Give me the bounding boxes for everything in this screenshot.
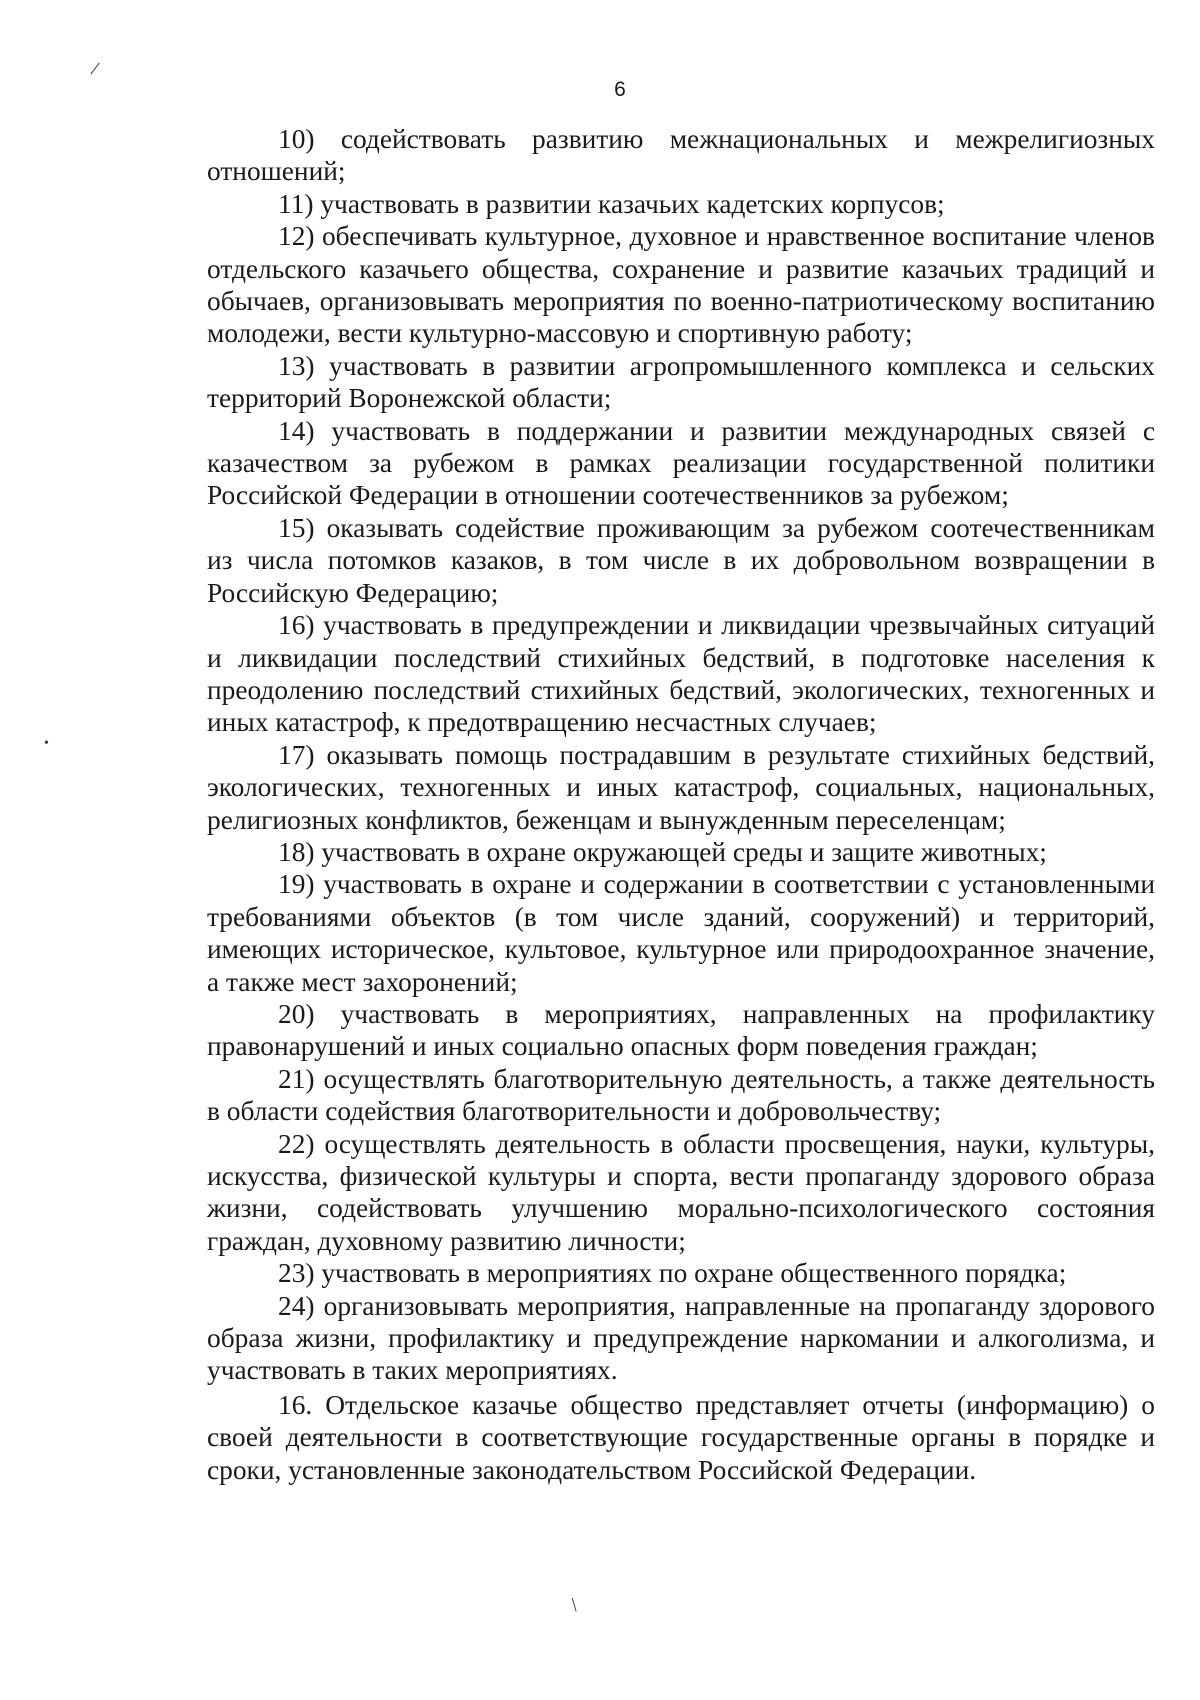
list-item: 17) оказывать помощь пострадавшим в результате стихийных бедствий, экологических, техногенных и иных катастроф, социальных, национальных, религиозных конфликтов, беженцам и вынужденным переселенцам;: [207, 739, 1155, 835]
list-item: 11) участвовать в развитии казачьих кадетских корпусов;: [278, 188, 945, 219]
list-item: 19) участвовать в охране и содержании в соответствии с установленными требованиями объектов (в том числе зданий, сооружений) и территорий, имеющих историческое, культовое, культурное или природоохранное значение, а также мест захоронений;: [207, 869, 1155, 997]
list-item: 12) обеспечивать культурное, духовное и нравственное воспитание членов отдельского казачьего общества, сохранение и развитие казачьих традиций и обычаев, организовывать мероприятия по военно-патриотическому воспитанию молодежи, вести культурно-массовую и спортивную работу;: [207, 221, 1155, 349]
list-item: 14) участвовать в поддержании и развитии международных связей с казачеством за рубежом в рамках реализации государственной политики Российской Федерации в отношении соотечественников за рубежом;: [207, 415, 1155, 511]
list-item: 22) осуществлять деятельность в области просвещения, науки, культуры, искусства, физической культуры и спорта, вести пропаганду здорового образа жизни, содействовать улучшению морально-психологического состояния граждан, духовному развитию личности;: [207, 1128, 1155, 1256]
list-item: 24) организовывать мероприятия, направленные на пропаганду здорового образа жизни, профилактику и предупреждение наркомании и алкоголизма, и участвовать в таких мероприятиях.: [207, 1290, 1155, 1386]
stray-dot: •: [44, 736, 49, 751]
stray-mark: /: [565, 1594, 584, 1616]
list-item: 23) участвовать в мероприятиях по охране общественного порядка;: [278, 1258, 1067, 1289]
document-body: [207, 123, 1155, 1486]
stray-mark: /: [88, 57, 101, 81]
list-item: 20) участвовать в мероприятиях, направленных на профилактику правонарушений и иных социально опасных форм поведения граждан;: [207, 998, 1155, 1062]
list-item: 18) участвовать в охране окружающей среды и защите животных;: [278, 836, 1047, 867]
list-item: 15) оказывать содействие проживающим за рубежом соотечественникам из числа потомков казаков, в том числе в их добровольном возвращении в Российскую Федерацию;: [207, 512, 1155, 608]
section-paragraph: 16. Отдельское казачье общество представляет отчеты (информацию) о своей деятельности в соответствующие государственные органы в порядке и сроки, установленные законодательством Российской Федерации.: [207, 1389, 1155, 1485]
list-item: 21) осуществлять благотворительную деятельность, а также деятельность в области содействия благотворительности и добровольчеству;: [207, 1063, 1155, 1127]
page-number: 6: [614, 78, 626, 101]
list-item: 16) участвовать в предупреждении и ликвидации чрезвычайных ситуаций и ликвидации последствий стихийных бедствий, в подготовке населения к преодолению последствий стихийных бедствий, экологических, техногенных и иных катастроф, к предотвращению несчастных случаев;: [207, 610, 1155, 738]
list-item: 13) участвовать в развитии агропромышленного комплекса и сельских территорий Воронежской области;: [207, 350, 1155, 414]
list-item: 10) содействовать развитию межнациональных и межрелигиозных отношений;: [207, 124, 1155, 187]
